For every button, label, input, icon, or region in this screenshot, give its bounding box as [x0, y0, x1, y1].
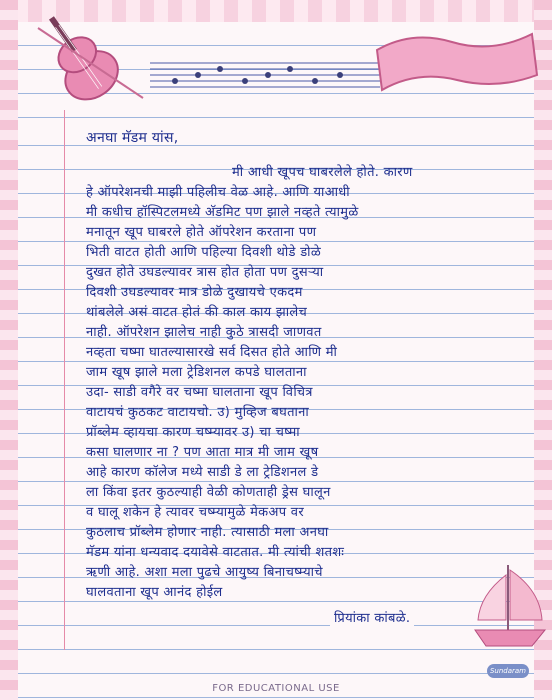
music-staff-illustration: [150, 55, 380, 95]
letter-line: जाम खूष झाले मला ट्रेडिशनल कपडे घालताना: [86, 365, 307, 380]
letter-line: आहे कारण कॉलेज मध्ये साडी डे ला ट्रेडिशनल डे: [86, 465, 319, 480]
left-border: [0, 0, 18, 700]
letter-line: प्रॉब्लेम व्हायचा कारण चष्म्यावर उ) चा चष्मा: [86, 425, 300, 440]
letter-line: घालवताना खूप आनंद होईल: [86, 585, 223, 600]
letter-line: ला किंवा इतर कुठल्याही वेळी कोणताही ड्रेस घालून: [86, 485, 331, 500]
letter-line: व घालू शकेन हे त्यावर चष्म्यामुळे मेकअप वर: [86, 505, 304, 520]
letter-line: मी कधीच हॉस्पिटलमध्ये अ‍ॅडमिट पण झाले नव्हते त्यामुळे: [86, 205, 359, 220]
letter-line: कसा घालणार ना ? पण आता मात्र मी जाम खूष: [86, 445, 319, 460]
letter-line: मॅडम यांना धन्यवाद दयावेसे वाटतात. मी त्यांची शतशः: [86, 545, 345, 560]
letter-signature: प्रियांका कांबळे.: [330, 608, 414, 626]
letter-line: उदा- साडी वगैरे वर चष्मा घालताना खूप विचित्र: [86, 385, 313, 400]
letter-line: थांबलेले असं वाटत होतं की काल काय झालेच: [86, 305, 308, 320]
letter-line: कुठलाच प्रॉब्लेम होणार नाही. त्यासाठी मला अनघा: [86, 525, 329, 540]
sailboat-illustration: [470, 560, 550, 660]
brand-logo: Sundaram: [487, 664, 529, 678]
margin-line: [64, 110, 65, 650]
letter-line: हे ऑपरेशनची माझी पहिलीच वेळ आहे. आणि याआधी: [86, 185, 350, 200]
letter-salutation: अनघा मॅडम यांस,: [86, 130, 179, 146]
letter-line: मी आधी खूपच घाबरलेले होते. कारण: [232, 165, 413, 180]
letter-line: दुखत होते उघडल्यावर त्रास होत होता पण दुसऱ्या: [86, 265, 324, 280]
letter-line: मनातून खूप घाबरले होते ऑपरेशन करताना पण: [86, 225, 317, 240]
ribbon-banner-illustration: [372, 20, 542, 100]
violin-illustration: [18, 8, 148, 118]
letter-line: ऋणी आहे. अशा मला पुढचे आयुष्य बिनाचष्म्याचे: [86, 565, 323, 580]
letter-line: नव्हता चष्मा घातल्यासारखे सर्व दिसत होते आणि मी: [86, 345, 338, 360]
footer-note: FOR EDUCATIONAL USE: [212, 683, 340, 694]
letter-line: वाटायचं कुठकट वाटायचो. उ) मुव्हिज बघताना: [86, 405, 310, 420]
letter-line: भिती वाटत होती आणि पहिल्या दिवशी थोडे डोळे: [86, 245, 322, 260]
letter-line: नाही. ऑपरेशन झालेच नाही कुठे त्रासदी जाणवत: [86, 325, 322, 340]
letter-line: दिवशी उघडल्यावर मात्र डोळे दुखायचे एकदम: [86, 285, 303, 300]
